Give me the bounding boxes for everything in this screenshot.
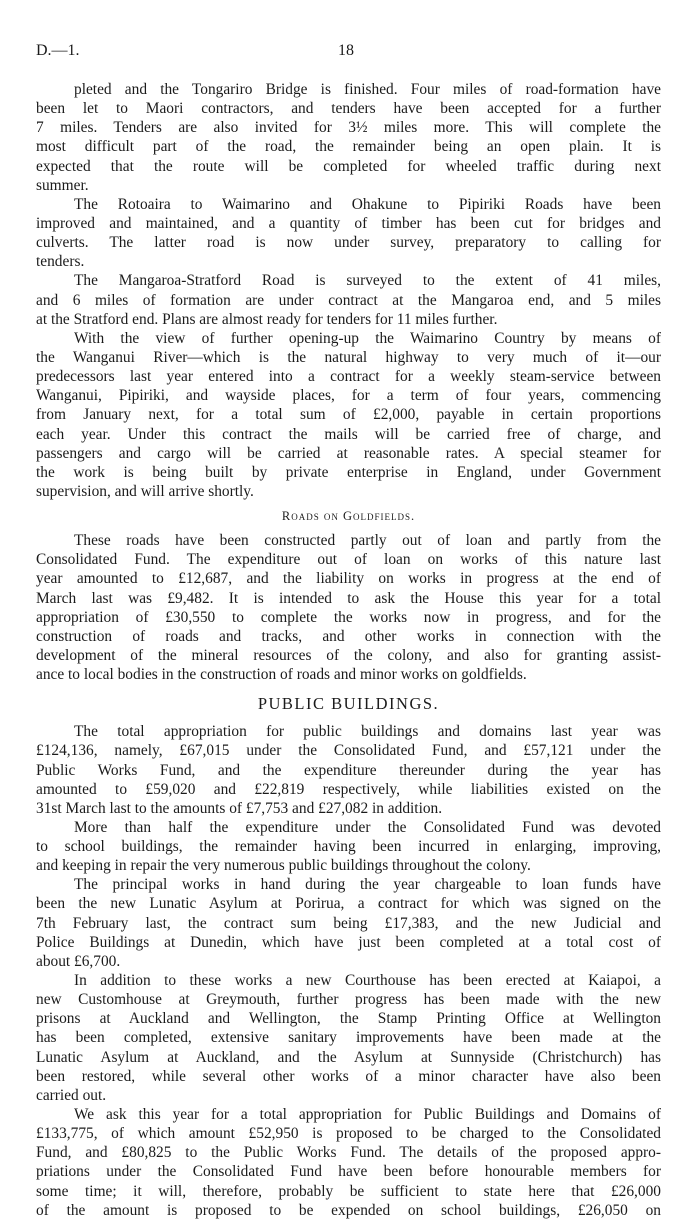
text-line: With the view of further opening-up the Waimarino Country by means of (74, 329, 661, 347)
text-line: has been completed, extensive sanitary improvements have been made at the (36, 1029, 661, 1047)
text-line: been let to Maori contractors, and tenders have been accepted for a further (36, 100, 661, 118)
text-line: pleted and the Tongariro Bridge is finished. Four miles of road-formation have (74, 81, 661, 98)
text-line: carried out. (36, 1086, 107, 1104)
text-line: The Mangaroa-Stratford Road is surveyed to the extent of 41 miles, (74, 272, 661, 290)
text-line: 31st March last to the amounts of £7,753 and £27,082 in addition. (36, 799, 443, 817)
text-line: at the Stratford end. Plans are almost ready for tenders for 11 miles further. (36, 310, 498, 328)
text-line: to school buildings, the remainder having been incurred in enlarging, improving, (36, 838, 661, 856)
text-line: expected that the route will be completed for wheeled traffic during next (36, 157, 661, 175)
text-line: prisons at Auckland and Wellington, the Stamp Printing Office at Wellington (36, 1010, 661, 1028)
text-line: Public Works Fund, and the expenditure thereunder during the year has (36, 761, 661, 779)
text-line: the work is being built by private enterprise in England, under Government (36, 463, 661, 481)
text-line: predecessors last year entered into a contract for a weekly steam-service between (36, 368, 661, 386)
text-line: More than half the expenditure under the Consolidated Fund was devoted (74, 818, 661, 836)
text-line: These roads have been constructed partly out of loan and partly from the (74, 532, 661, 550)
text-line: Wanganui, Pipiriki, and wayside places, for a term of four years, commencing (36, 387, 661, 405)
text-line: amounted to £59,020 and £22,819 respectively, while liabilities existed on the (36, 780, 661, 798)
text-line: The total appropriation for public buildings and domains last year was (74, 723, 661, 741)
paragraph (36, 875, 661, 971)
paragraph (36, 195, 661, 272)
text-line: Fund, and £80,825 to the Public Works Fund. The details of the proposed appro- (36, 1144, 661, 1162)
document-reference: D.—1. (36, 42, 80, 59)
text-line: been the new Lunatic Asylum at Porirua, a contract for which was signed on the (36, 895, 661, 913)
document-body (36, 80, 661, 1220)
text-line: The principal works in hand during the year chargeable to loan funds have (74, 876, 661, 894)
section-subheading: Roads on Goldfields. (281, 509, 416, 524)
paragraph (36, 329, 661, 501)
text-line: most difficult part of the road, the remainder being an open plain. It is (36, 138, 661, 156)
section-heading: PUBLIC BUILDINGS. (257, 694, 440, 714)
paragraph (36, 818, 661, 875)
paragraph (36, 531, 661, 684)
page-header (36, 42, 664, 66)
text-line: improved and maintained, and a quantity of timber has been cut for bridges and (36, 214, 661, 232)
text-line: summer. (36, 176, 89, 194)
paragraph (36, 271, 661, 328)
text-line: March last was £9,482. It is intended to ask the House this year for a total (36, 589, 661, 607)
paragraph (36, 1105, 661, 1220)
text-line: priations under the Consolidated Fund have been before honourable members for (36, 1163, 661, 1181)
text-line: 7 miles. Tenders are also invited for 3½ miles more. This will complete the (36, 119, 661, 137)
text-line: development of the mineral resources of the colony, and also for granting assist- (36, 646, 661, 664)
page-number: 18 (338, 42, 354, 59)
paragraph (36, 722, 661, 818)
text-line: 7th February last, the contract sum being £17,383, and the new Judicial and (36, 914, 661, 932)
text-line: culverts. The latter road is now under survey, preparatory to calling for (36, 234, 661, 252)
paragraph (36, 80, 661, 195)
text-line: In addition to these works a new Courthouse has been erected at Kaiapoi, a (74, 972, 661, 990)
text-line: tenders. (36, 253, 85, 271)
text-line: The Rotoaira to Waimarino and Ohakune to Pipiriki Roads have been (74, 195, 661, 213)
text-line: £124,136, namely, £67,015 under the Consolidated Fund, and £57,121 under the (36, 742, 661, 760)
text-line: and 6 miles of formation are under contract at the Mangaroa end, and 5 miles (36, 291, 661, 309)
text-line: new Customhouse at Greymouth, further progress has been made with the new (36, 991, 661, 1009)
text-line: Consolidated Fund. The expenditure out of loan on works of this nature last (36, 551, 661, 569)
text-line: ance to local bodies in the construction of roads and minor works on goldfields. (36, 666, 527, 684)
text-line: year amounted to £12,687, and the liability on works in progress at the end of (36, 570, 661, 588)
text-line: been restored, while several other works of a minor character have also been (36, 1067, 661, 1085)
text-line: about £6,700. (36, 952, 121, 970)
text-line: each year. Under this contract the mails will be carried free of charge, and (36, 425, 661, 443)
paragraph (36, 971, 661, 1105)
text-line: the Wanganui River—which is the natural highway to very much of it—our (36, 348, 661, 366)
text-line: some time; it will, therefore, probably be sufficient to state here that £26,000 (36, 1182, 661, 1200)
text-line: from January next, for a total sum of £2,000, payable in certain proportions (36, 406, 661, 424)
text-line: passengers and cargo will be carried at reasonable rates. A special steamer for (36, 444, 661, 462)
text-line: supervision, and will arrive shortly. (36, 482, 254, 500)
text-line: £133,775, of which amount £52,950 is proposed to be charged to the Consolidated (36, 1125, 661, 1143)
text-line: Lunatic Asylum at Auckland, and the Asylum at Sunnyside (Christchurch) has (36, 1048, 661, 1066)
text-line: and keeping in repair the very numerous public buildings throughout the colony. (36, 857, 531, 875)
text-line: Police Buildings at Dunedin, which have just been completed at a total cost of (36, 933, 661, 951)
text-line: construction of roads and tracks, and other works in connection with the (36, 627, 661, 645)
text-line: We ask this year for a total appropriation for Public Buildings and Domains of (74, 1106, 661, 1124)
text-line: appropriation of £30,550 to complete the works now in progress, and for the (36, 608, 661, 626)
text-line: of the amount is proposed to be expended on school buildings, £26,050 on (36, 1201, 661, 1219)
